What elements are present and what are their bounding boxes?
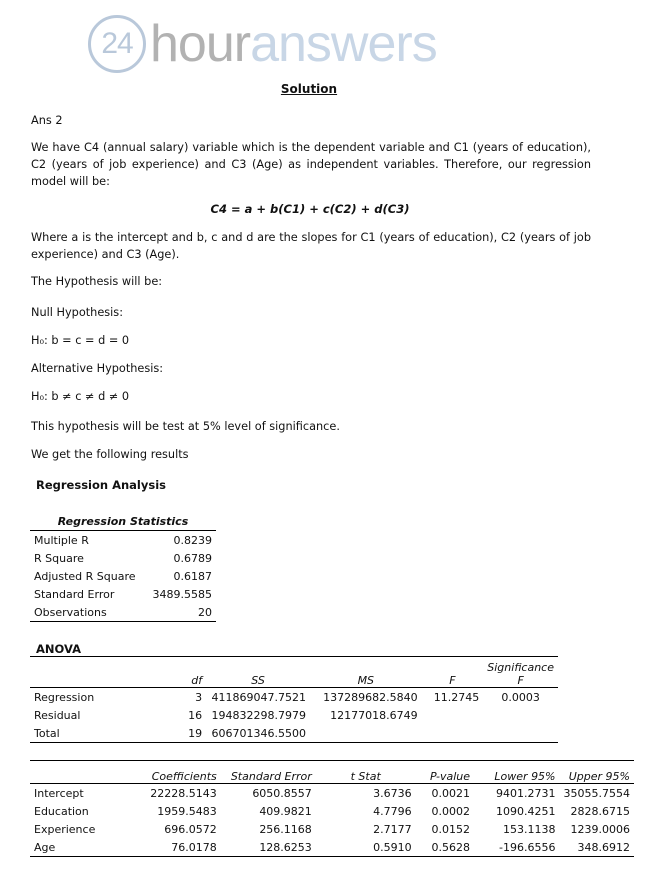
coef-header-upper-95: Upper 95% <box>560 761 634 784</box>
anova-df: 3 <box>195 690 203 704</box>
coef-header-standard-error: Standard Error <box>221 761 316 784</box>
coef-row-label: Experience <box>34 822 96 836</box>
coef-header-lower-95: Lower 95% <box>474 761 560 784</box>
coef-row-label: Age <box>30 838 136 857</box>
stat-label: Adjusted R Square <box>34 569 136 583</box>
coef-header-coefficients: Coefficients <box>136 761 220 784</box>
anova-sig <box>483 706 558 724</box>
anova-header-ss: SS <box>206 657 310 688</box>
coef-se: 256.1168 <box>259 822 312 836</box>
stat-label: Standard Error <box>34 587 115 601</box>
answer-label: Ans 2 <box>31 114 63 127</box>
coef-p: 0.0021 <box>431 786 470 800</box>
anova-ms: 12177018.6749 <box>330 708 418 722</box>
table-row <box>30 603 216 622</box>
anova-ms: 137289682.5840 <box>323 690 418 704</box>
table-row <box>30 838 634 857</box>
table-row <box>30 802 634 820</box>
table-row <box>30 784 634 803</box>
coef-lower: -196.6556 <box>474 838 560 857</box>
anova-ss: 411869047.7521 <box>211 690 307 704</box>
anova-header-significance <box>483 657 558 688</box>
coef-header-p-value: P-value <box>416 761 474 784</box>
coef-upper: 1239.0006 <box>570 822 630 836</box>
anova-heading: ANOVA <box>36 642 82 656</box>
anova-row-label: Total <box>30 724 153 743</box>
coef-upper: 2828.6715 <box>570 804 630 818</box>
coef-lower: 9401.2731 <box>496 786 556 800</box>
page-title: Solution <box>280 82 338 96</box>
hypothesis-intro: The Hypothesis will be: <box>31 275 163 288</box>
coef-t: 3.6736 <box>373 786 412 800</box>
logo-badge: 24 <box>88 15 146 73</box>
anova-header-ms: MS <box>310 657 422 688</box>
table-row <box>30 567 216 585</box>
significance-text: This hypothesis will be test at 5% level of significance. <box>31 420 340 433</box>
coef-t: 0.5910 <box>316 838 416 857</box>
coef-p: 0.5628 <box>416 838 474 857</box>
stat-value: 0.8239 <box>173 533 212 547</box>
alt-hypothesis-equation: H₀: b ≠ c ≠ d ≠ 0 <box>31 390 130 403</box>
coefficients-table <box>30 760 634 857</box>
coef-t: 2.7177 <box>373 822 412 836</box>
anova-sig <box>483 724 558 743</box>
stat-value: 0.6789 <box>173 551 212 565</box>
coef-t: 4.7796 <box>373 804 412 818</box>
coef-row-label: Intercept <box>34 786 84 800</box>
null-hypothesis-label: Null Hypothesis: <box>31 306 123 319</box>
regression-heading: Regression Analysis <box>36 478 166 492</box>
anova-ss: 194832298.7979 <box>211 708 307 722</box>
stat-label: Multiple R <box>34 533 89 547</box>
results-text: We get the following results <box>31 448 189 461</box>
coef-header-t-stat: t Stat <box>316 761 416 784</box>
coef-lower: 153.1138 <box>503 822 556 836</box>
coef-upper: 35055.7554 <box>563 786 630 800</box>
anova-ss: 606701346.5500 <box>206 724 310 743</box>
anova-header-f: F <box>422 657 484 688</box>
coef-value: 22228.5143 <box>150 786 217 800</box>
anova-header-sig-line1: Significance <box>487 661 554 674</box>
logo-word-answers: answers <box>250 15 437 73</box>
coef-value: 76.0178 <box>136 838 220 857</box>
table-row <box>30 585 216 603</box>
table-row <box>30 531 216 550</box>
coef-upper: 348.6912 <box>560 838 634 857</box>
table-row <box>30 706 558 724</box>
anova-df: 19 <box>153 724 206 743</box>
anova-ms <box>310 724 422 743</box>
anova-f: 11.2745 <box>433 690 480 704</box>
table-row <box>30 688 558 707</box>
table-row <box>30 724 558 743</box>
anova-table <box>30 656 558 743</box>
coef-value: 1959.5483 <box>157 804 217 818</box>
coef-value: 696.0572 <box>164 822 217 836</box>
null-hypothesis-equation: H₀: b = c = d = 0 <box>31 334 130 347</box>
stat-label: Observations <box>30 603 145 622</box>
alt-hypothesis-label: Alternative Hypothesis: <box>31 362 164 375</box>
stats-caption: Regression Statistics <box>30 514 216 531</box>
anova-row-label: Residual <box>34 708 81 722</box>
coef-se: 6050.8557 <box>252 786 312 800</box>
anova-row-label: Regression <box>34 690 95 704</box>
regression-formula: C4 = a + b(C1) + c(C2) + d(C3) <box>210 202 410 216</box>
anova-header-df: df <box>153 657 206 688</box>
anova-sig: 0.0003 <box>501 690 540 704</box>
stat-label: R Square <box>34 551 84 565</box>
anova-df: 16 <box>188 708 203 722</box>
anova-f <box>422 706 484 724</box>
coef-lower: 1090.4251 <box>496 804 556 818</box>
where-paragraph: Where a is the intercept and b, c and d are the slopes for C1 (years of education), C2 (years of job experience) and C3 (Age). <box>31 231 591 261</box>
table-row <box>30 820 634 838</box>
coef-p: 0.0152 <box>431 822 470 836</box>
table-row <box>30 549 216 567</box>
coef-se: 128.6253 <box>221 838 316 857</box>
anova-header-sig-line2: F <box>517 674 524 687</box>
site-logo <box>88 14 437 74</box>
intro-paragraph: We have C4 (annual salary) variable which is the dependent variable and C1 (years of education), C2 (years of job experience) and C3 (Age) as independent variables. Therefore, our regression model will be: <box>31 141 591 188</box>
regression-statistics-table <box>30 514 216 622</box>
stat-value: 3489.5585 <box>152 587 212 601</box>
coef-se: 409.9821 <box>259 804 312 818</box>
stat-value: 0.6187 <box>173 569 212 583</box>
coef-row-label: Education <box>34 804 89 818</box>
logo-word-hour: hour <box>150 15 251 73</box>
coef-p: 0.0002 <box>431 804 470 818</box>
anova-f <box>422 724 484 743</box>
stat-value: 20 <box>145 603 216 622</box>
